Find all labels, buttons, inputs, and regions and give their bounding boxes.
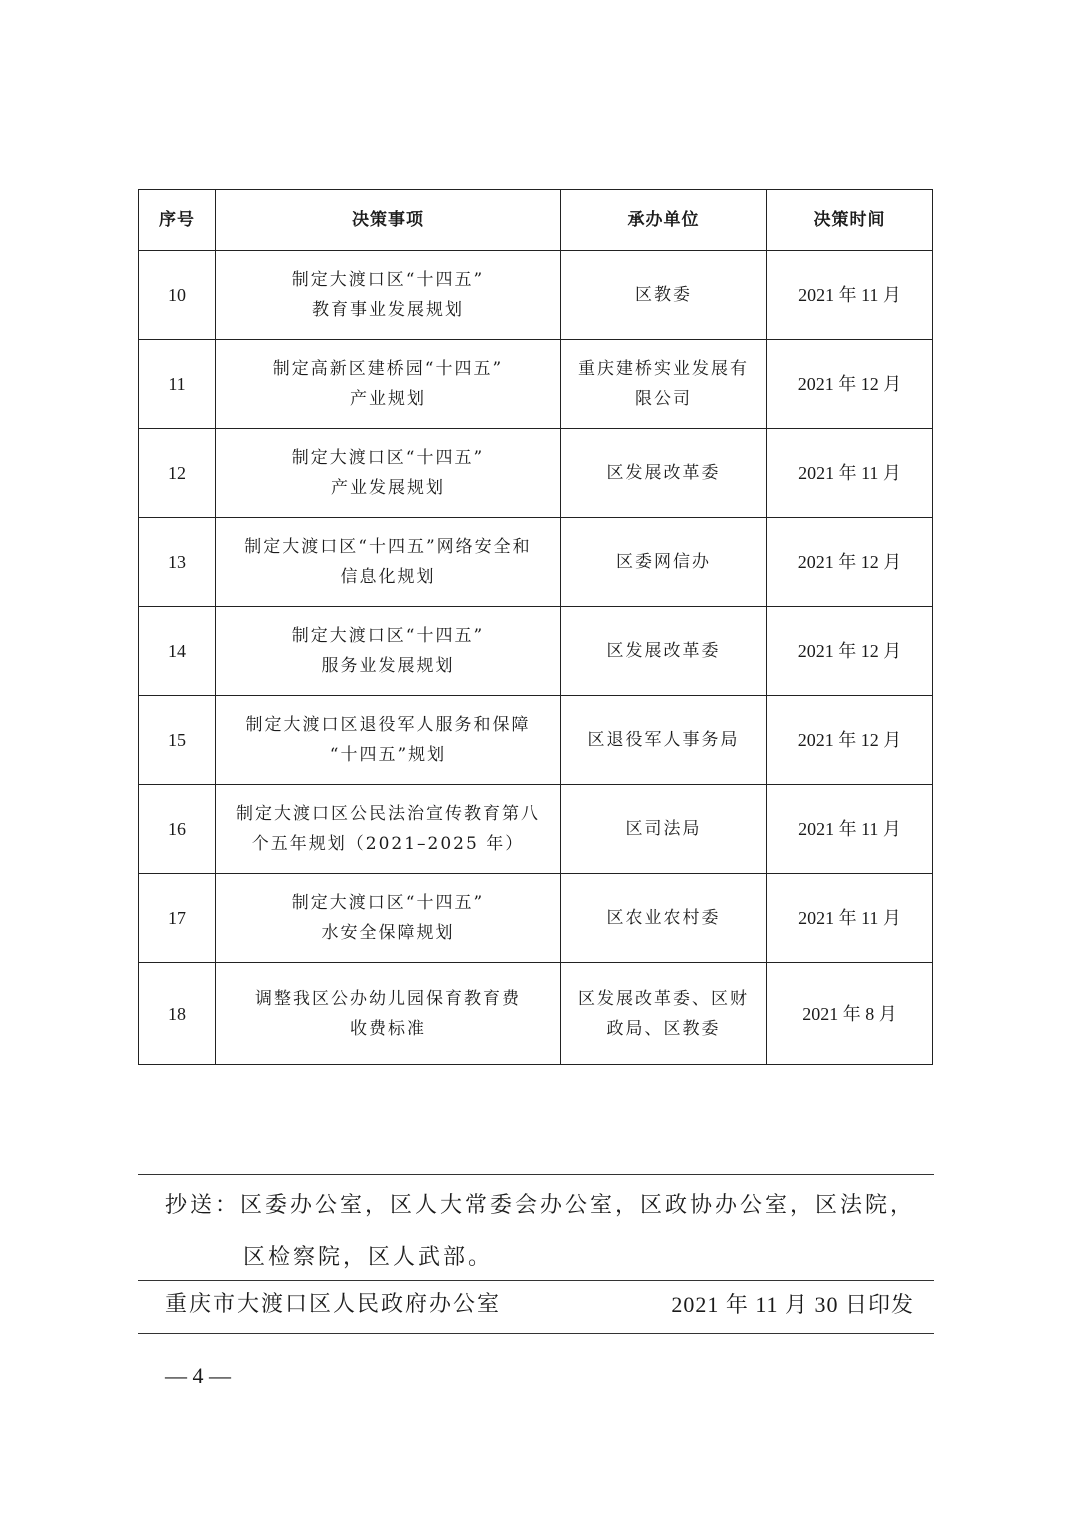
row-unit: 区发展改革委 [561,429,767,518]
divider-middle [138,1280,934,1281]
row-unit: 重庆建桥实业发展有 限公司 [561,340,767,429]
cc-list [165,1180,925,1284]
divider-bottom [138,1333,934,1334]
row-number: 16 [139,785,216,874]
row-number: 15 [139,696,216,785]
row-unit: 区教委 [561,251,767,340]
row-unit: 区司法局 [561,785,767,874]
row-item: 制定大渡口区“十四五” 教育事业发展规划 [216,251,561,340]
header-date: 决策时间 [767,190,933,251]
row-unit: 区发展改革委 [561,607,767,696]
table-row [139,785,933,874]
table-row [139,429,933,518]
row-date: 2021 年 8 月 [767,963,933,1065]
row-item: 制定高新区建桥园“十四五” 产业规划 [216,340,561,429]
row-date: 2021 年 12 月 [767,340,933,429]
table-row [139,518,933,607]
row-number: 12 [139,429,216,518]
row-number: 10 [139,251,216,340]
row-item: 制定大渡口区“十四五”网络安全和 信息化规划 [216,518,561,607]
row-item: 制定大渡口区公民法治宣传教育第八 个五年规划（2021–2025 年） [216,785,561,874]
row-date: 2021 年 12 月 [767,518,933,607]
row-item: 调整我区公办幼儿园保育教育费 收费标准 [216,963,561,1065]
cc-line-2: 区检察院，区人武部。 [243,1245,494,1270]
row-date: 2021 年 11 月 [767,874,933,963]
row-date: 2021 年 11 月 [767,785,933,874]
row-number: 11 [139,340,216,429]
row-item: 制定大渡口区“十四五” 产业发展规划 [216,429,561,518]
row-number: 18 [139,963,216,1065]
issue-date: 2021 年 11 月 30 日印发 [671,1292,914,1317]
row-number: 17 [139,874,216,963]
cc-line-1: 抄送：区委办公室，区人大常委会办公室，区政协办公室，区法院， [165,1193,916,1218]
header-unit: 承办单位 [561,190,767,251]
issuing-office: 重庆市大渡口区人民政府办公室 [165,1292,502,1317]
header-item: 决策事项 [216,190,561,251]
table-row [139,963,933,1065]
table-header-row [139,190,933,251]
row-unit: 区农业农村委 [561,874,767,963]
row-unit: 区发展改革委、区财 政局、区教委 [561,963,767,1065]
table-row [139,607,933,696]
row-item: 制定大渡口区“十四五” 水安全保障规划 [216,874,561,963]
table-row [139,696,933,785]
table-row [139,874,933,963]
divider-top [138,1174,934,1175]
row-item: 制定大渡口区退役军人服务和保障 “十四五”规划 [216,696,561,785]
row-date: 2021 年 12 月 [767,696,933,785]
row-date: 2021 年 11 月 [767,429,933,518]
row-date: 2021 年 11 月 [767,251,933,340]
row-number: 14 [139,607,216,696]
header-number: 序号 [139,190,216,251]
table-row [139,251,933,340]
table-row [139,340,933,429]
page-number: — 4 — [165,1363,231,1388]
row-unit: 区退役军人事务局 [561,696,767,785]
row-date: 2021 年 12 月 [767,607,933,696]
row-number: 13 [139,518,216,607]
row-unit: 区委网信办 [561,518,767,607]
row-item: 制定大渡口区“十四五” 服务业发展规划 [216,607,561,696]
decision-table [138,189,933,1065]
